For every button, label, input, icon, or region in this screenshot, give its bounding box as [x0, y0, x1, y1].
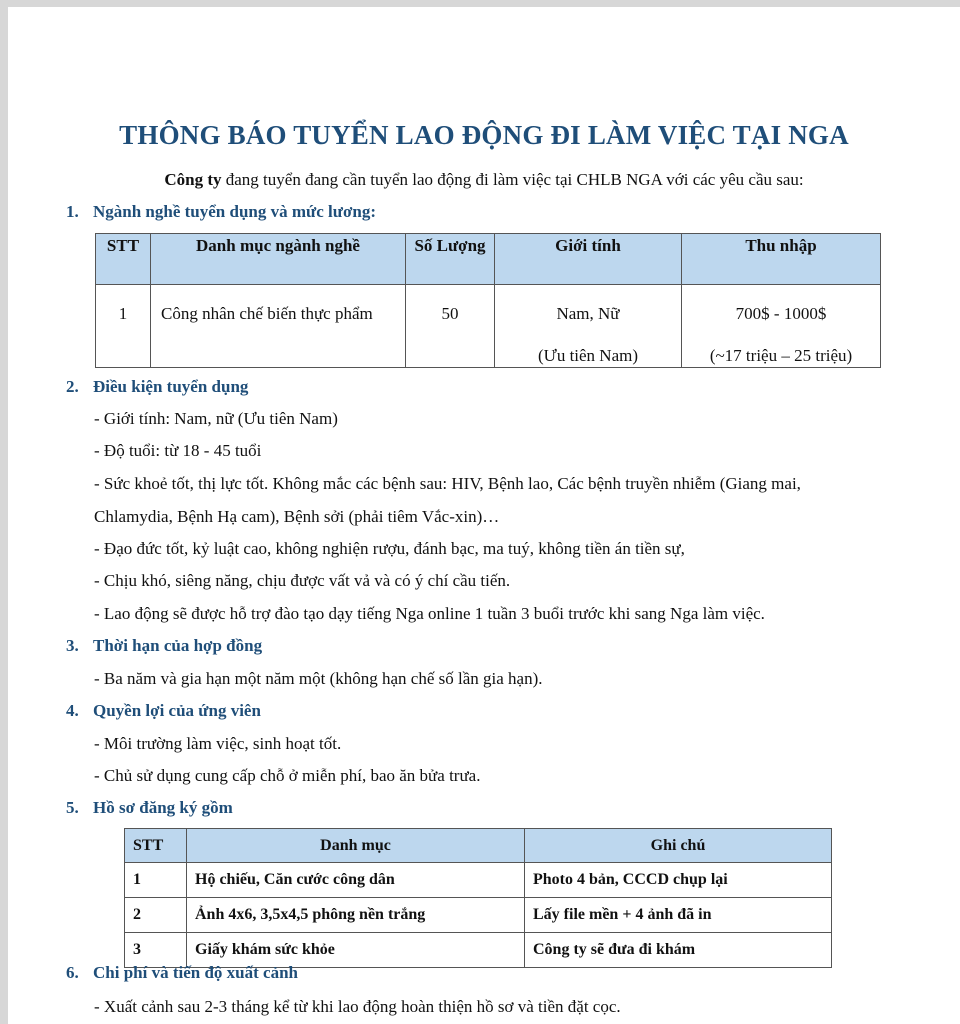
section-3-heading	[66, 636, 262, 656]
header-stt: STT	[96, 234, 151, 285]
header-income: Thu nhập	[682, 234, 881, 285]
cell-stt: 2	[125, 898, 187, 933]
header-item: Danh mục	[187, 829, 525, 863]
cell-note: Công ty sẽ đưa đi khám	[525, 933, 832, 968]
intro-company: Công ty	[164, 170, 222, 189]
section-number: 4.	[66, 701, 79, 720]
section-title: Thời hạn của hợp đồng	[93, 636, 263, 655]
table-row	[125, 898, 832, 933]
cell-item: Ảnh 4x6, 3,5x4,5 phông nền trắng	[187, 898, 525, 933]
header-gender: Giới tính	[495, 234, 682, 285]
job-table	[95, 233, 881, 368]
section-number: 5.	[66, 798, 79, 817]
header-note: Ghi chú	[525, 829, 832, 863]
document-title: THÔNG BÁO TUYỂN LAO ĐỘNG ĐI LÀM VIỆC TẠI NGA	[119, 120, 849, 150]
documents-table-header	[125, 829, 832, 863]
intro-text: đang tuyển đang cần tuyển lao động đi làm việc tại CHLB NGA với các yêu cầu sau:	[221, 170, 804, 189]
contract-item: - Ba năm và gia hạn một năm một (không hạn chế số lần gia hạn).	[94, 669, 543, 688]
document-page	[8, 7, 960, 1024]
condition-item: - Giới tính: Nam, nữ (Ưu tiên Nam)	[94, 409, 338, 428]
departure-item: - Xuất cảnh sau 2-3 tháng kể từ khi lao động hoàn thiện hồ sơ và tiền đặt cọc.	[94, 997, 621, 1016]
section-number: 6.	[66, 963, 79, 982]
gender-note: (Ưu tiên Nam)	[537, 346, 639, 365]
section-title: Hồ sơ đăng ký gồm	[93, 798, 233, 817]
header-quantity: Số Lượng	[406, 234, 495, 285]
section-title: Chi phí và tiến độ xuất cảnh	[93, 963, 298, 982]
header-job: Danh mục ngành nghề	[151, 234, 406, 285]
cell-item: Giấy khám sức khỏe	[187, 933, 525, 968]
cell-stt: 1	[125, 863, 187, 898]
cell-job: Công nhân chế biến thực phẩm	[151, 285, 406, 368]
cell-item: Hộ chiếu, Căn cước công dân	[187, 863, 525, 898]
section-title: Quyền lợi của ứng viên	[93, 701, 261, 720]
income-note: (~17 triệu – 25 triệu)	[709, 346, 853, 365]
table-row	[96, 285, 881, 368]
cell-stt: 3	[125, 933, 187, 968]
section-number: 3.	[66, 636, 79, 655]
job-table-header	[96, 234, 881, 285]
documents-table	[124, 828, 832, 968]
section-1-heading	[66, 202, 376, 222]
income-value: 700$ - 1000$	[735, 304, 827, 323]
section-2-heading	[66, 377, 248, 397]
condition-item: - Đạo đức tốt, kỷ luật cao, không nghiện rượu, đánh bạc, ma tuý, không tiền án tiền sự,	[94, 539, 685, 558]
section-number: 1.	[66, 202, 79, 221]
cell-gender	[495, 285, 682, 368]
section-number: 2.	[66, 377, 79, 396]
section-6-heading	[66, 963, 298, 983]
intro-paragraph	[8, 170, 960, 190]
condition-item: - Độ tuổi: từ 18 - 45 tuổi	[94, 441, 262, 460]
cell-quantity: 50	[406, 285, 495, 368]
header-stt: STT	[125, 829, 187, 863]
benefit-item: - Chủ sử dụng cung cấp chỗ ở miễn phí, bao ăn bửa trưa.	[94, 766, 481, 785]
cell-note: Photo 4 bản, CCCD chụp lại	[525, 863, 832, 898]
section-4-heading	[66, 701, 261, 721]
cell-note: Lấy file mền + 4 ảnh đã in	[525, 898, 832, 933]
cell-income	[682, 285, 881, 368]
cell-stt: 1	[96, 285, 151, 368]
section-5-heading	[66, 798, 233, 818]
condition-item: - Chịu khó, siêng năng, chịu được vất vả và có ý chí cầu tiến.	[94, 571, 511, 590]
table-row	[125, 863, 832, 898]
condition-item: - Lao động sẽ được hỗ trợ đào tạo dạy tiếng Nga online 1 tuần 3 buổi trước khi sang Nga làm việc.	[94, 604, 765, 623]
section-title: Điều kiện tuyển dụng	[93, 377, 249, 396]
section-title: Ngành nghề tuyển dụng và mức lương:	[93, 202, 376, 221]
benefit-item: - Môi trường làm việc, sinh hoạt tốt.	[94, 734, 342, 753]
condition-item: - Sức khoẻ tốt, thị lực tốt. Không mắc các bệnh sau: HIV, Bệnh lao, Các bệnh truyền nhiễm (Giang mai,	[94, 474, 801, 493]
gender-value: Nam, Nữ	[556, 304, 620, 323]
condition-item-continued: Chlamydia, Bệnh Hạ cam), Bệnh sởi (phải tiêm Vắc-xin)…	[94, 507, 500, 526]
